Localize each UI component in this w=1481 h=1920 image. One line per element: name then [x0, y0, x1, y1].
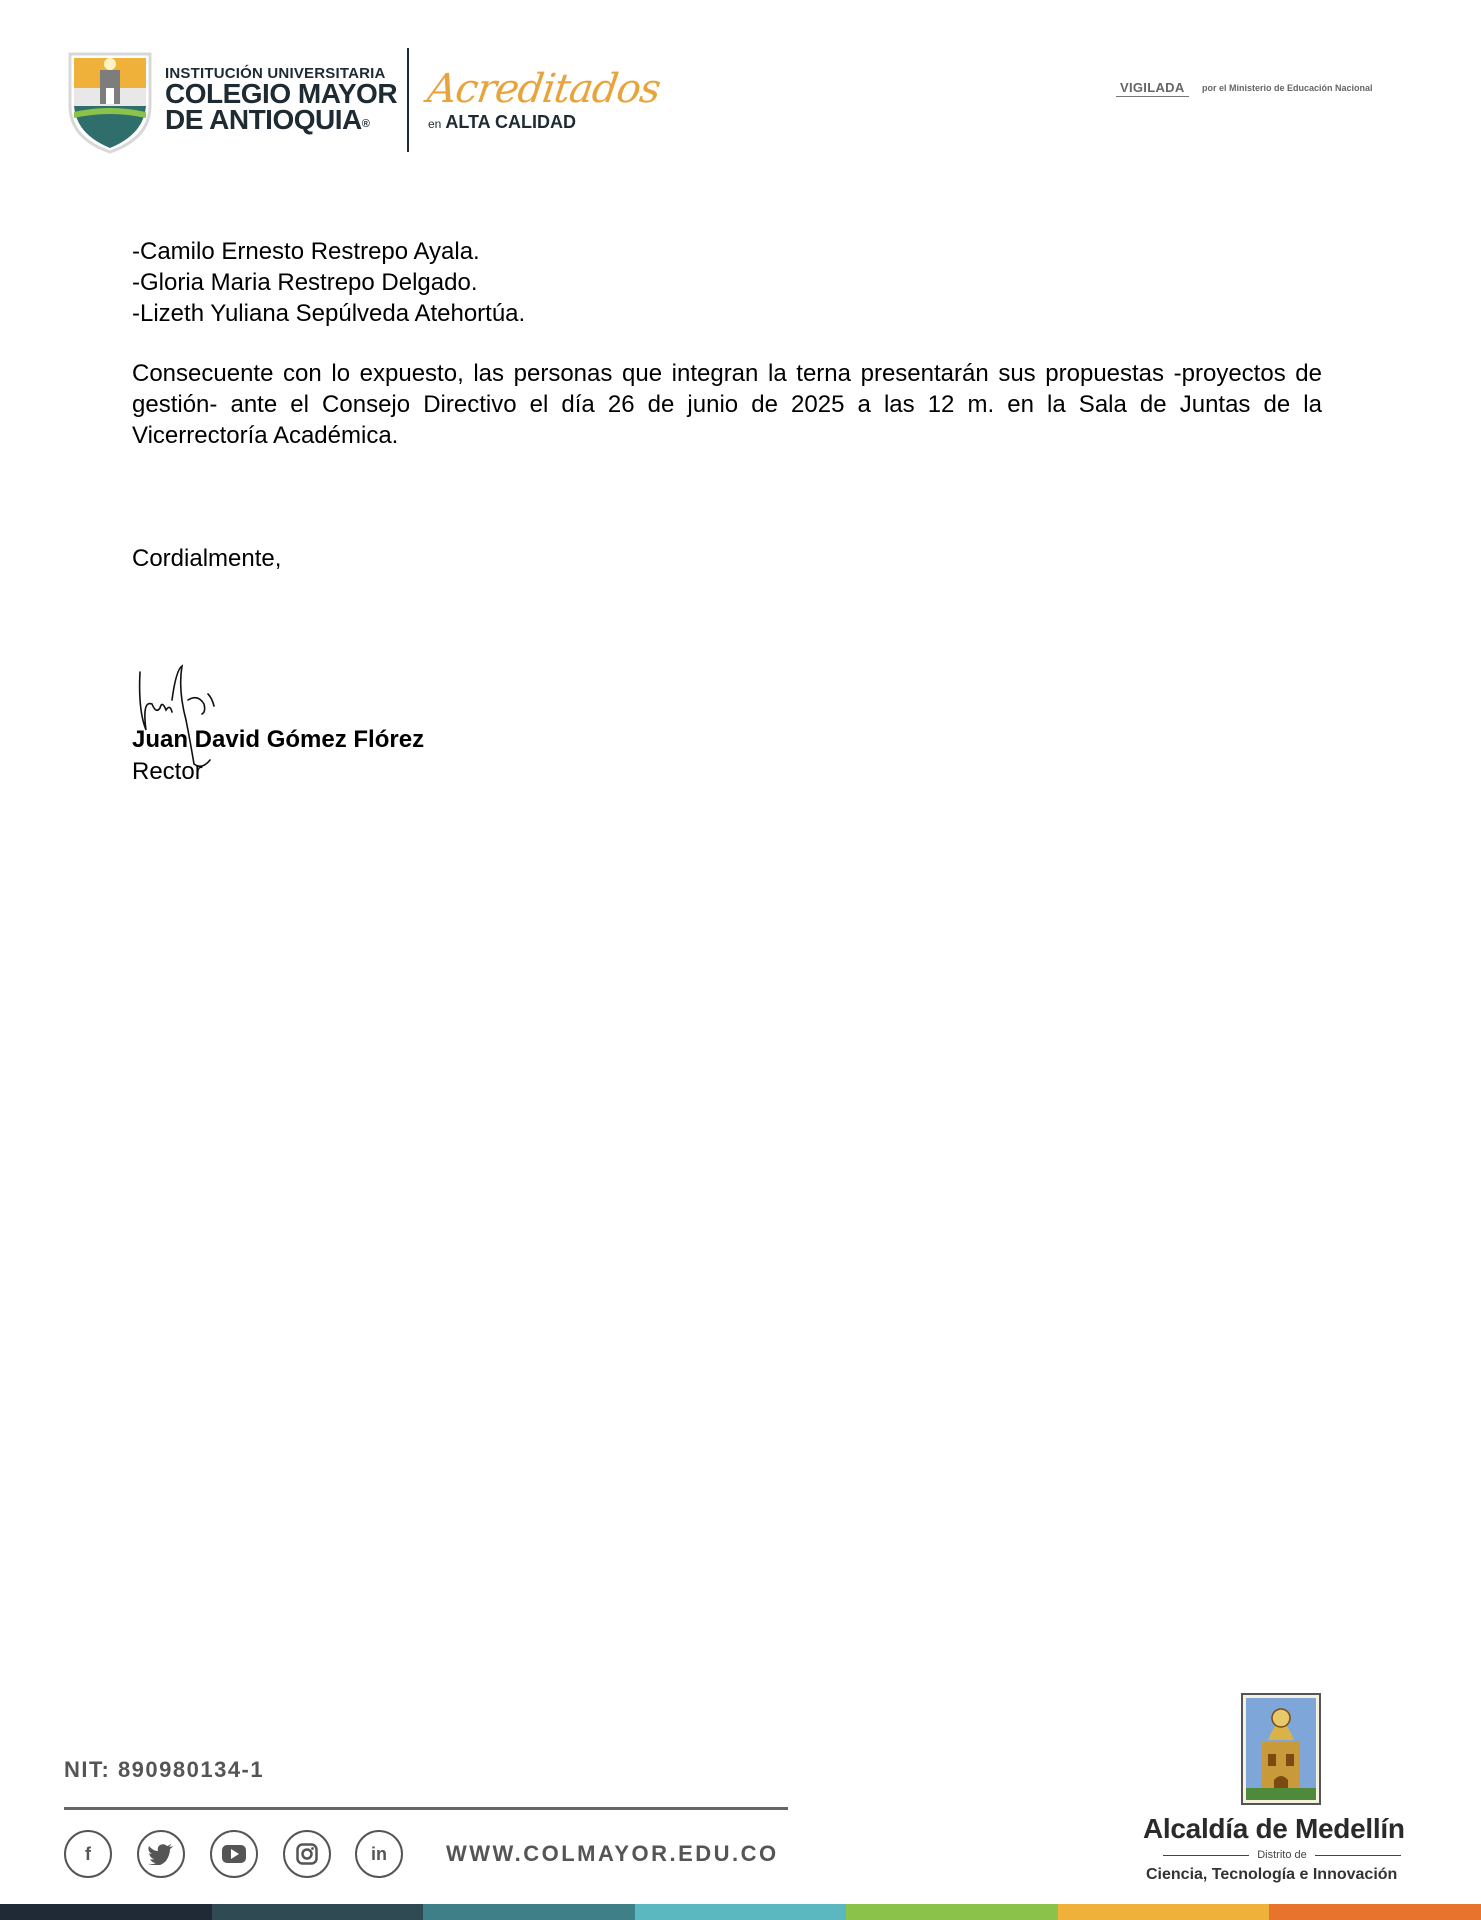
- twitter-icon[interactable]: [137, 1830, 185, 1878]
- candidate-name: -Camilo Ernesto Restrepo Ayala.: [132, 238, 480, 265]
- rule-right: [1315, 1855, 1401, 1856]
- candidate-name: -Lizeth Yuliana Sepúlveda Atehortúa.: [132, 300, 526, 327]
- registered-mark: ®: [361, 118, 370, 130]
- vigilada-label: VIGILADA: [1116, 80, 1189, 97]
- accreditation-quality: ALTA CALIDAD: [445, 112, 576, 132]
- color-bar-segment: [1058, 1904, 1270, 1920]
- youtube-icon[interactable]: [210, 1830, 258, 1878]
- color-bar-segment: [212, 1904, 424, 1920]
- rule-left: [1163, 1855, 1249, 1856]
- medellin-coat-of-arms: [1240, 1692, 1322, 1810]
- footer-color-bar: [0, 1904, 1481, 1920]
- color-bar-segment: [1269, 1904, 1481, 1920]
- alcaldia-name: Alcaldía de Medellín: [1143, 1813, 1405, 1844]
- color-bar-segment: [0, 1904, 212, 1920]
- institution-type: INSTITUCIÓN UNIVERSITARIA: [165, 65, 386, 82]
- linkedin-icon[interactable]: in: [355, 1830, 403, 1878]
- accreditation-en: en: [428, 117, 442, 131]
- color-bar-segment: [846, 1904, 1058, 1920]
- signer-name: Juan David Gómez Flórez: [132, 726, 425, 753]
- district-motto: Ciencia, Tecnología e Innovación: [1146, 1866, 1398, 1883]
- color-bar-segment: [423, 1904, 635, 1920]
- instagram-icon[interactable]: [283, 1830, 331, 1878]
- signer-title: Rector: [132, 758, 203, 785]
- accreditation-subtitle: [428, 112, 576, 133]
- body-paragraph: Consecuente con lo expuesto, las personas que integran la terna presentarán sus propuestas -proyectos de gestión- ante el Consejo Directivo el día 26 de junio de 2025 a las 12 m. en la Sala de Juntas de la Vicerrectoría Académica.: [132, 360, 1322, 449]
- accreditation-script: Acreditados: [424, 66, 663, 112]
- candidate-list: [132, 236, 525, 329]
- institution-name-line2: DE ANTIOQUIA: [165, 104, 362, 135]
- distrito-label: [1146, 1849, 1418, 1861]
- institution-shield-logo: [62, 48, 158, 154]
- distrito-text: Distrito de: [1257, 1849, 1307, 1861]
- institution-name: [165, 66, 397, 137]
- candidate-name: -Gloria Maria Restrepo Delgado.: [132, 269, 478, 296]
- color-bar-segment: [635, 1904, 847, 1920]
- header-divider: [407, 48, 409, 152]
- institution-name-line1: COLEGIO MAYOR: [165, 78, 398, 109]
- closing-salutation: Cordialmente,: [132, 545, 282, 572]
- nit-number: NIT: 890980134-1: [64, 1757, 265, 1782]
- facebook-icon[interactable]: f: [64, 1830, 112, 1878]
- website-link[interactable]: WWW.COLMAYOR.EDU.CO: [446, 1841, 779, 1866]
- vigilada-ministry-text: por el Ministerio de Educación Nacional: [1202, 83, 1373, 93]
- footer-divider: [64, 1807, 788, 1810]
